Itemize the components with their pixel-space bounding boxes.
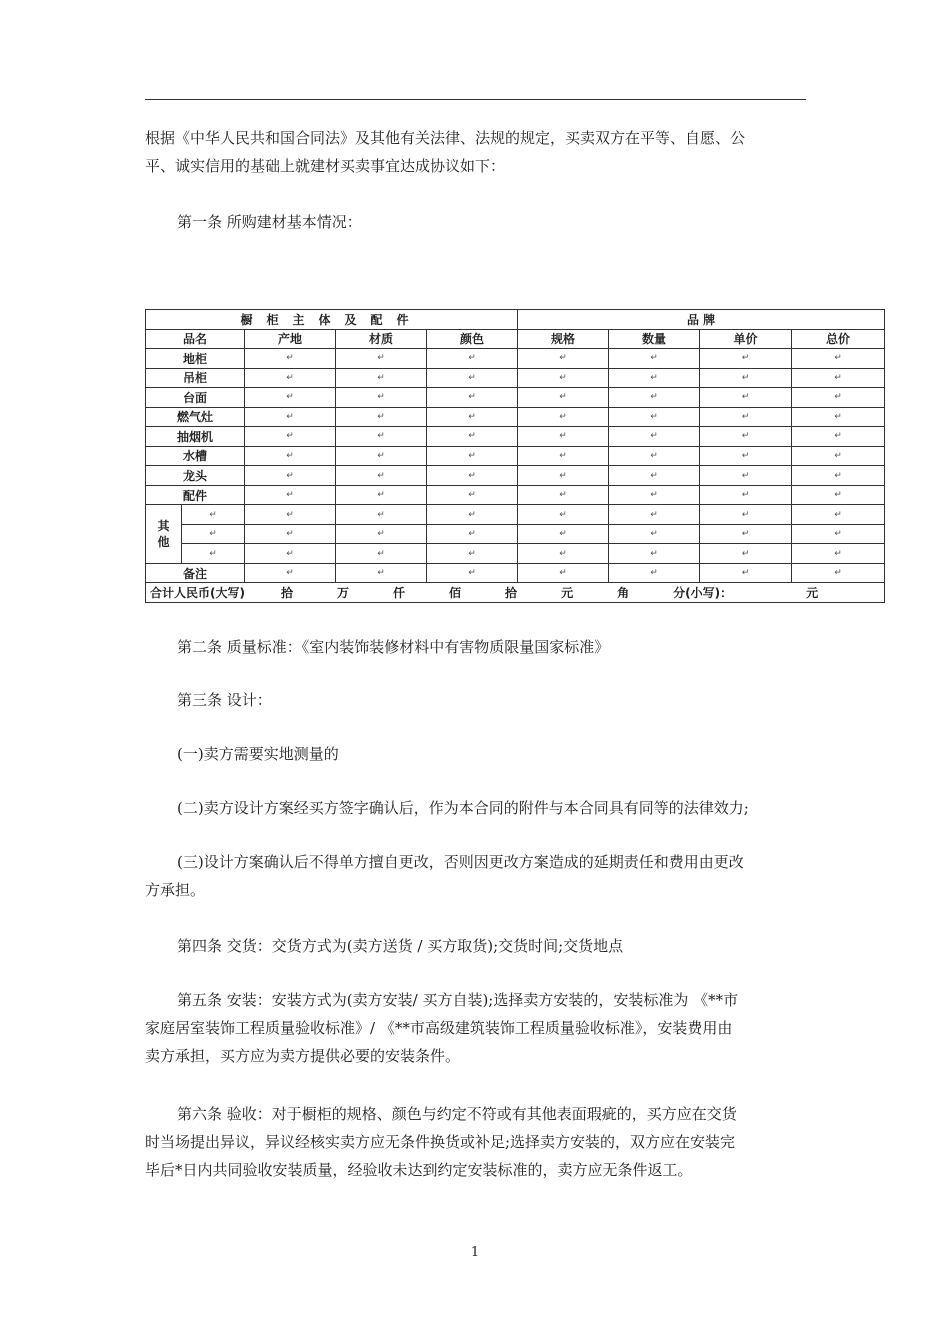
empty-cell: ↵	[609, 505, 700, 525]
empty-cell: ↵	[245, 388, 336, 408]
total-row	[146, 583, 885, 603]
empty-cell: ↵	[518, 368, 609, 388]
empty-cell: ↵	[518, 446, 609, 466]
empty-cell: ↵	[336, 407, 427, 427]
empty-cell: ↵	[336, 349, 427, 369]
total-unit: 元	[561, 586, 574, 601]
article-5	[145, 986, 806, 1070]
empty-cell: ↵	[700, 427, 792, 447]
table-row	[146, 466, 885, 486]
empty-cell: ↵	[792, 349, 885, 369]
remark-row	[146, 563, 885, 583]
column-header: 单价	[700, 329, 792, 349]
empty-cell: ↵	[336, 505, 427, 525]
design-item-3-line-1: (三)设计方案确认后不得单方擅自更改，否则因更改方案造成的延期责任和费用由更改	[177, 853, 744, 871]
table-row	[146, 446, 885, 466]
empty-cell: ↵	[518, 427, 609, 447]
empty-cell: ↵	[182, 544, 245, 564]
empty-cell: ↵	[609, 466, 700, 486]
empty-cell: ↵	[792, 505, 885, 525]
empty-cell: ↵	[336, 388, 427, 408]
empty-cell: ↵	[245, 368, 336, 388]
empty-cell: ↵	[182, 505, 245, 525]
item-name-cell: 地柜	[146, 349, 245, 369]
article-3	[145, 686, 838, 714]
empty-cell: ↵	[245, 427, 336, 447]
article-2-text: 第二条 质量标准：《室内装饰装修材料中有害物质限量国家标准》	[177, 638, 610, 656]
empty-cell: ↵	[427, 466, 518, 486]
empty-cell: ↵	[245, 349, 336, 369]
total-unit: 万	[337, 586, 350, 601]
total-prefix: 合计人民币(大写)	[150, 586, 245, 601]
empty-cell: ↵	[427, 505, 518, 525]
empty-cell: ↵	[700, 524, 792, 544]
empty-cell: ↵	[700, 563, 792, 583]
empty-cell: ↵	[245, 524, 336, 544]
column-header: 产地	[245, 329, 336, 349]
column-header: 材质	[336, 329, 427, 349]
empty-cell: ↵	[792, 544, 885, 564]
design-item-2-text: (二)卖方设计方案经买方签字确认后，作为本合同的附件与本合同具有同等的法律效力;	[177, 799, 749, 817]
empty-cell: ↵	[609, 485, 700, 505]
empty-cell: ↵	[609, 349, 700, 369]
article-5-line-2: 家庭居室装饰工程质量验收标准》/ 《**市高级建筑装饰工程质量验收标准》，安装费用由	[145, 1019, 733, 1037]
empty-cell: ↵	[518, 544, 609, 564]
empty-cell: ↵	[518, 524, 609, 544]
empty-cell: ↵	[336, 544, 427, 564]
table-row-other	[146, 505, 885, 525]
article-1-text: 第一条 所购建材基本情况：	[177, 213, 362, 231]
remark-label-cell: 备注	[146, 563, 245, 583]
empty-cell: ↵	[518, 407, 609, 427]
empty-cell: ↵	[336, 466, 427, 486]
empty-cell: ↵	[245, 563, 336, 583]
article-5-line-3: 卖方承担，买方应为卖方提供必要的安装条件。	[145, 1047, 461, 1065]
empty-cell: ↵	[700, 505, 792, 525]
empty-cell: ↵	[700, 368, 792, 388]
empty-cell: ↵	[700, 466, 792, 486]
empty-cell: ↵	[245, 407, 336, 427]
table-row	[146, 407, 885, 427]
empty-cell: ↵	[792, 563, 885, 583]
empty-cell: ↵	[609, 407, 700, 427]
empty-cell: ↵	[792, 485, 885, 505]
empty-cell: ↵	[245, 544, 336, 564]
empty-cell: ↵	[427, 563, 518, 583]
total-unit: 佰	[449, 586, 462, 601]
empty-cell: ↵	[609, 446, 700, 466]
table-row	[146, 427, 885, 447]
total-unit: 仟	[393, 586, 406, 601]
empty-cell: ↵	[700, 446, 792, 466]
article-4	[145, 932, 838, 960]
empty-cell: ↵	[427, 388, 518, 408]
empty-cell: ↵	[336, 368, 427, 388]
empty-cell: ↵	[609, 524, 700, 544]
empty-cell: ↵	[518, 466, 609, 486]
item-name-cell: 燃气灶	[146, 407, 245, 427]
article-5-line-1: 第五条 安装：安装方式为(卖方安装/ 买方自装);选择卖方安装的，安装标准为 《**市	[177, 991, 739, 1009]
total-cell	[146, 583, 885, 603]
item-name-cell: 台面	[146, 388, 245, 408]
empty-cell: ↵	[245, 505, 336, 525]
empty-cell: ↵	[700, 349, 792, 369]
empty-cell: ↵	[792, 446, 885, 466]
empty-cell: ↵	[245, 466, 336, 486]
empty-cell: ↵	[336, 427, 427, 447]
total-unit: 分(小写)：	[673, 586, 733, 601]
empty-cell: ↵	[182, 524, 245, 544]
empty-cell: ↵	[427, 446, 518, 466]
column-header: 品名	[146, 329, 245, 349]
empty-cell: ↵	[427, 407, 518, 427]
table-header-row	[146, 310, 885, 330]
empty-cell: ↵	[245, 446, 336, 466]
header-rule	[145, 99, 806, 100]
article-3-text: 第三条 设计：	[177, 691, 272, 709]
empty-cell: ↵	[792, 466, 885, 486]
empty-cell: ↵	[518, 505, 609, 525]
design-item-3-line-2: 方承担。	[145, 881, 206, 899]
item-name-cell: 抽烟机	[146, 427, 245, 447]
empty-cell: ↵	[700, 544, 792, 564]
article-6-line-1: 第六条 验收：对于橱柜的规格、颜色与约定不符或有其他表面瑕疵的，买方应在交货	[177, 1105, 737, 1123]
empty-cell: ↵	[700, 388, 792, 408]
empty-cell: ↵	[336, 446, 427, 466]
design-item-1-text: (一)卖方需要实地测量的	[177, 745, 339, 763]
empty-cell: ↵	[427, 524, 518, 544]
design-item-2	[145, 794, 838, 822]
article-6-line-3: 毕后*日内共同验收安装质量，经验收未达到约定安装标准的，卖方应无条件返工。	[145, 1161, 693, 1179]
intro-line-1: 根据《中华人民共和国合同法》及其他有关法律、法规的规定，买卖双方在平等、自愿、公	[145, 129, 746, 147]
article-6	[145, 1100, 806, 1184]
table-row-other	[146, 524, 885, 544]
table-row	[146, 349, 885, 369]
intro-line-2: 平、诚实信用的基础上就建材买卖事宜达成协议如下：	[145, 157, 506, 175]
table-title-main: 橱柜主体及配件	[146, 310, 518, 330]
empty-cell: ↵	[792, 388, 885, 408]
other-label-cell: 其 他	[146, 505, 182, 564]
item-name-cell: 配件	[146, 485, 245, 505]
table-title-brand: 品 牌	[518, 310, 885, 330]
column-header: 颜色	[427, 329, 518, 349]
article-6-line-2: 时当场提出异议，异议经核实卖方应无条件换货或补足;选择卖方安装的，双方应在安装完	[145, 1133, 736, 1151]
empty-cell: ↵	[427, 544, 518, 564]
empty-cell: ↵	[792, 524, 885, 544]
table-row	[146, 368, 885, 388]
empty-cell: ↵	[792, 407, 885, 427]
empty-cell: ↵	[609, 563, 700, 583]
total-unit: 角	[617, 586, 630, 601]
article-2	[145, 633, 838, 661]
table-row	[146, 388, 885, 408]
empty-cell: ↵	[700, 485, 792, 505]
column-header: 总价	[792, 329, 885, 349]
page-number: 1	[470, 1245, 480, 1260]
empty-cell: ↵	[609, 544, 700, 564]
intro-paragraph	[145, 124, 806, 180]
column-header: 数量	[609, 329, 700, 349]
empty-cell: ↵	[245, 485, 336, 505]
design-item-1	[145, 740, 838, 768]
column-header-row	[146, 329, 885, 349]
empty-cell: ↵	[336, 563, 427, 583]
design-item-3	[145, 848, 806, 904]
item-name-cell: 龙头	[146, 466, 245, 486]
article-4-text: 第四条 交货：交货方式为(卖方送货 / 买方取货);交货时间;交货地点	[177, 937, 624, 955]
table-row	[146, 485, 885, 505]
empty-cell: ↵	[518, 349, 609, 369]
empty-cell: ↵	[336, 485, 427, 505]
empty-cell: ↵	[609, 368, 700, 388]
column-header: 规格	[518, 329, 609, 349]
empty-cell: ↵	[427, 349, 518, 369]
empty-cell: ↵	[609, 388, 700, 408]
item-name-cell: 吊柜	[146, 368, 245, 388]
table-row-other	[146, 544, 885, 564]
empty-cell: ↵	[792, 368, 885, 388]
empty-cell: ↵	[427, 368, 518, 388]
empty-cell: ↵	[518, 485, 609, 505]
empty-cell: ↵	[518, 563, 609, 583]
total-unit: 拾	[505, 586, 518, 601]
empty-cell: ↵	[792, 427, 885, 447]
article-1-heading	[145, 208, 838, 236]
empty-cell: ↵	[427, 485, 518, 505]
empty-cell: ↵	[609, 427, 700, 447]
total-suffix: 元	[806, 586, 819, 601]
materials-table	[145, 309, 885, 603]
empty-cell: ↵	[700, 407, 792, 427]
empty-cell: ↵	[427, 427, 518, 447]
total-unit: 拾	[280, 586, 293, 601]
empty-cell: ↵	[518, 388, 609, 408]
item-name-cell: 水槽	[146, 446, 245, 466]
empty-cell: ↵	[336, 524, 427, 544]
